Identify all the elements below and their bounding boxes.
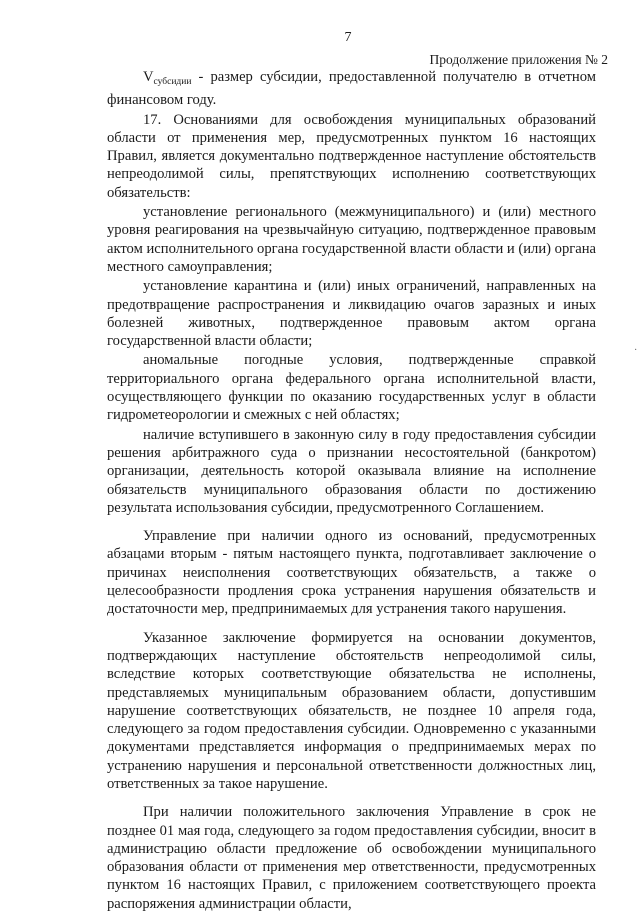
- paragraph-emergency-response: установление регионального (межмуниципального) и (или) местного уровня реагирования на чрезвычайную ситуацию, подтвержденное правовым актом исполнительного органа государственной власти области и (или) органа местного самоуправления;: [107, 204, 596, 275]
- paragraph-quarantine: установление карантина и (или) иных ограничений, направленных на предотвращение распространения и ликвидацию очагов заразных и иных болезней животных, подтвержденное правовым актом органа государственной власти области;: [107, 278, 596, 350]
- paragraph-department-conclusion: Управление при наличии одного из оснований, предусмотренных абзацами вторым - пятым настоящего пункта, подготавливает заключение о причинах неисполнения соответствующих обязательств, а также о целесообразности продления срока устранения нарушения обязательств и достаточности мер, предпринимаемых для устранения такого нарушения.: [107, 528, 596, 618]
- margin-mark: ·: [634, 345, 638, 356]
- paragraph-subsidy-definition: [107, 68, 596, 110]
- formula-subscript: субсидии: [153, 77, 192, 87]
- appendix-continuation-note: Продолжение приложения № 2: [429, 52, 608, 67]
- paragraph-item-17: 17. Основаниями для освобождения муниципальных образований области от применения мер, предусмотренных пунктом 16 настоящих Правил, является документально подтвержденное наступление обстоятельств непреодолимой силы, препятствующих исполнению соответствующих обязательств:: [107, 111, 596, 201]
- paragraph-weather-conditions: аномальные погодные условия, подтвержденные справкой территориального органа федерального органа исполнительной власти, осуществляющего функции по оказанию государственных услуг в области гидрометеорологии и смежных с ней областях;: [107, 352, 596, 424]
- page-number: 7: [344, 30, 352, 45]
- paragraph-arbitration-decision: наличие вступившего в законную силу в году предоставления субсидии решения арбитражного суда о признании несостоятельной (банкротом) организации, деятельность которой оказывала влияние на исполнение обязательств муниципального образования области по достижению результата использования субсидии, предусмотренного Соглашением.: [107, 426, 596, 516]
- formula-definition: - размер субсидии, предоставленной получателю в отчетном финансовом году.: [107, 69, 596, 109]
- formula-symbol: V: [143, 69, 154, 85]
- document-body: [107, 68, 596, 913]
- paragraph-positive-conclusion: При наличии положительного заключения Управление в срок не позднее 01 мая года, следующего за годом предоставления субсидии, вносит в администрацию области предложение об освобождении муниципального образования области от применения мер ответственности, предусмотренных пунктом 16 настоящих Правил, с приложением соответствующего проекта распоряжения администрации области,: [107, 804, 596, 912]
- paragraph-conclusion-documents: Указанное заключение формируется на основании документов, подтверждающих наступление обстоятельств непреодолимой силы, вследствие которых соответствующие обязательства не исполнены, представляемых муниципальным образованием области, допустившим нарушение соответствующих обязательств, не позднее 10 апреля года, следующего за годом предоставления субсидии. Одновременно с указанными документами представляется информация о предпринимаемых мерах по устранению нарушения и персональной ответственности должностных лиц, ответственных за такое нарушение.: [107, 629, 596, 792]
